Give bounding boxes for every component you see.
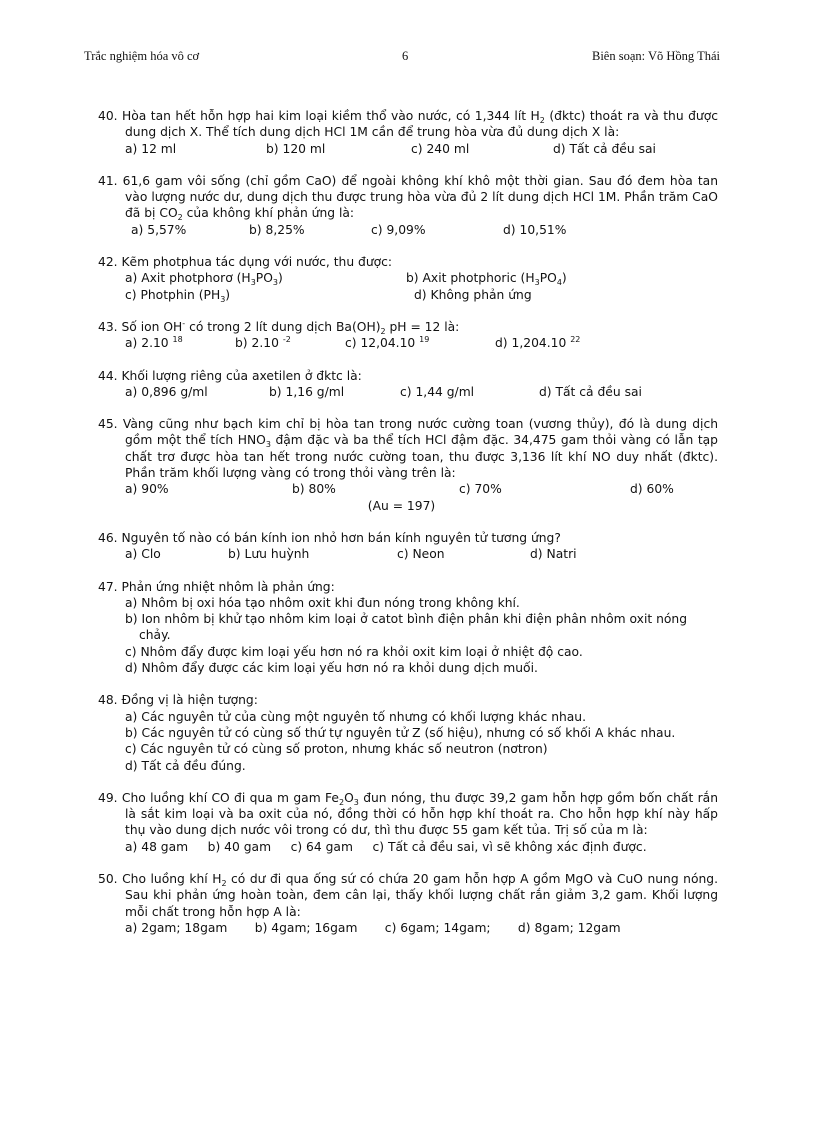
option-a: a) Clo [125, 547, 161, 562]
option-b: b) Các nguyên tử có cùng số thứ tự nguyên tử Z (số hiệu), nhưng có số khối A khác nhau. [125, 725, 676, 740]
option-a: a) Các nguyên tử của cùng một nguyên tố nhưng có khối lượng khác nhau. [125, 709, 587, 724]
option-b: b) 120 ml [266, 141, 326, 156]
atomic-mass-note: (Au = 197) [367, 498, 436, 513]
option-c: c) 240 ml [411, 141, 470, 156]
option-c: c) Các nguyên tử có cùng số proton, nhưng khác số neutron (nơtron) [125, 742, 548, 757]
option-b: b) 2.10 $^{-2}$ [235, 335, 291, 351]
question-48-text: 48. Đồng vị là hiện tượng: [98, 693, 258, 708]
option-a: a) 90% [125, 482, 169, 497]
option-c: c) Photphin $(PH_3)$ [125, 287, 231, 304]
option-d: d) 60% [630, 482, 674, 497]
option-b: b) Ion nhôm bị khử tạo nhôm kim loại ở catot bình điện phân khi điện phân nhôm oxit nóng chảy. [125, 612, 688, 643]
option-a: a) 12 ml [125, 141, 177, 156]
option-c: c) 1,44 g/ml [400, 384, 475, 399]
option-c: c) Nhôm đẩy được kim loại yếu hơn nó ra khỏi oxit kim loại ở nhiệt độ cao. [125, 644, 583, 659]
question-45 [98, 416, 718, 514]
option-b: b) 8,25% [249, 222, 305, 237]
option-a: a) Axit photphorơ $(H_3PO_3)$ [125, 271, 283, 288]
question-43 [98, 319, 718, 352]
question-46-text: 46. Nguyên tố nào có bán kính ion nhỏ hơn bán kính nguyên tử tương ứng? [98, 530, 561, 545]
question-42 [98, 254, 718, 303]
option-a: a) 0,896 g/ml [125, 384, 208, 399]
question-50 [98, 871, 718, 936]
option-d: d) Tất cả đều đúng. [125, 758, 246, 773]
option-d: d) 10,51% [503, 222, 567, 237]
question-48 [98, 692, 718, 773]
question-49-options: a) 48 gam b) 40 gam c) 64 gam c) Tất cả đều sai, vì sẽ không xác định được. [125, 839, 647, 854]
option-a: a) 5,57% [131, 222, 187, 237]
option-a: a) Nhôm bị oxi hóa tạo nhôm oxit khi đun nóng trong không khí. [125, 595, 520, 610]
question-list [98, 108, 718, 952]
option-b: b) 1,16 g/ml [269, 384, 345, 399]
option-d: d) Tất cả đều sai [553, 141, 656, 156]
question-49 [98, 790, 718, 855]
option-d: d) 1,204.10 $^{22}$ [495, 335, 581, 351]
option-b: b) Axit photphoric $(H_3PO_4)$ [406, 271, 567, 288]
question-41 [98, 173, 718, 238]
question-47 [98, 579, 718, 677]
option-d: d) Natri [530, 547, 577, 562]
question-50-options: a) 2gam; 18gam b) 4gam; 16gam c) 6gam; 14gam; d) 8gam; 12gam [125, 920, 621, 935]
question-45-text: 45. Vàng cũng như bạch kim chỉ bị hòa tan trong nước cường toan (vương thủy), đó là dung dịch gồm một thể tích $HNO_3$ đậm đặc và ba thể tích HCl đậm đặc. 34,475 gam thỏi vàng có lẫn tạp chất trơ được hòa tan hết trong nước cường toan, thu được 3,136 lít khí NO duy nhất (đktc). Phần trăm khối lượng vàng có trong thỏi vàng trên là: [98, 417, 718, 481]
option-b: b) 80% [292, 482, 336, 497]
question-44 [98, 368, 718, 401]
option-a: a) 2.10 $^{18}$ [125, 335, 183, 351]
page-number: 6 [402, 49, 409, 63]
question-40-text: 40. Hòa tan hết hỗn hợp hai kim loại kiềm thổ vào nước, có 1,344 lít $H_2$ (đktc) thoát ra và thu được dung dịch X. Thể tích dung dịch HCl 1M cần để trung hòa vừa đủ dung dịch X là: [98, 109, 718, 140]
header-title: Trắc nghiệm hóa vô cơ [84, 49, 200, 63]
option-c: c) Neon [397, 547, 445, 562]
question-43-text: 43. Số ion OH- có trong 2 lít dung dịch $Ba(OH)_2$ pH = 12 là: [98, 318, 460, 336]
option-c: c) 12,04.10 $^{19}$ [345, 335, 430, 351]
question-41-text: 41. 61,6 gam vôi sống (chỉ gồm CaO) để ngoài không khí khô một thời gian. Sau đó đem hòa tan vào lượng nước dư, dung dịch thu được trung hòa vừa đủ 2 lít dung dịch HCl 1M. Phần trăm CaO đã bị $CO_2$ của không khí phản ứng là: [98, 173, 718, 223]
option-c: c) 9,09% [371, 222, 426, 237]
option-d: d) Nhôm đẩy được các kim loại yếu hơn nó ra khỏi dung dịch muối. [125, 661, 538, 676]
question-46 [98, 530, 718, 563]
header-author: Biên soạn: Võ Hồng Thái [591, 49, 720, 63]
option-c: c) 70% [459, 482, 502, 497]
option-d: d) Không phản ứng [414, 287, 532, 302]
question-44-text: 44. Khối lượng riêng của axetilen ở đktc là: [98, 368, 362, 383]
question-42-text: 42. Kẽm photphua tác dụng với nước, thu được: [98, 255, 393, 270]
question-50-text: 50. Cho luồng khí $H_2$ có dư đi qua ống sứ có chứa 20 gam hỗn hợp A gồm MgO và CuO nung nóng. Sau khi phản ứng hoàn toàn, đem cân lại, thấy khối lượng chất rắn giảm 3,2 gam. Khối lượng mỗi chất trong hỗn hợp A là: [98, 871, 718, 919]
question-40 [98, 108, 718, 157]
option-b: b) Lưu huỳnh [228, 547, 310, 562]
question-47-text: 47. Phản ứng nhiệt nhôm là phản ứng: [98, 579, 335, 594]
option-d: d) Tất cả đều sai [539, 384, 642, 399]
question-49-text: 49. Cho luồng khí CO đi qua m gam $Fe_2O_3$ đun nóng, thu được 39,2 gam hỗn hợp gồm bốn chất rắn là sắt kim loại và ba oxit của nó, đồng thời có hỗn hợp khí thoát ra. Cho hỗn hợp khí này hấp thụ vào dung dịch nước vôi trong có dư, thì thu được 55 gam kết tủa. Trị số của m là: [98, 790, 718, 838]
page-header [84, 49, 720, 65]
